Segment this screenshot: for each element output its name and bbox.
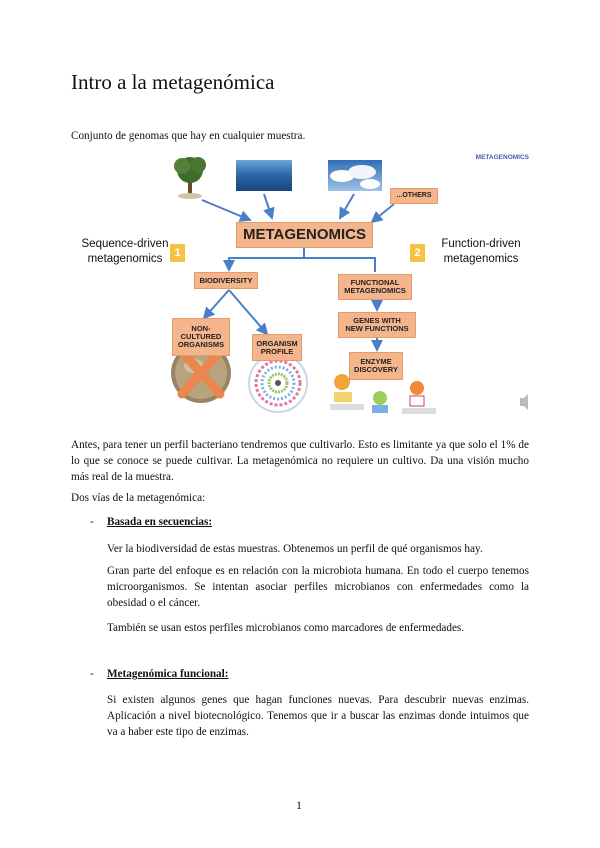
bullet-label-functional: Metagenómica funcional: <box>107 668 229 680</box>
bullet-dash: - <box>90 668 94 680</box>
ocean-image <box>236 160 292 191</box>
badge-1: 1 <box>170 244 185 262</box>
biodiversity-box: BIODIVERSITY <box>194 272 258 289</box>
enzyme-discovery-box: ENZYME DISCOVERY <box>349 352 403 380</box>
metagenomics-diagram <box>72 152 529 418</box>
others-box: ...OTHERS <box>390 188 438 204</box>
organism-profile-image <box>249 354 307 412</box>
sequence-driven-label: Sequence-driven metagenomics <box>81 238 169 265</box>
non-cultured-box: NON- CULTURED ORGANISMS <box>172 318 230 356</box>
sequences-paragraph-2: Gran parte del enfoque es en relación con la microbiota humana. En todo el cuerpo tenemos microorganismos. Se intentan asociar perfiles microbianos con enfermedades como la obesidad o el cáncer. <box>107 565 529 609</box>
diagram-arrows <box>72 152 529 418</box>
intro-text: Conjunto de genomas que hay en cualquier muestra. <box>71 130 306 142</box>
page-title: Intro a la metagenómica <box>71 70 275 94</box>
speaker-icon <box>520 394 528 410</box>
organism-profile-box: ORGANISM PROFILE <box>252 334 302 361</box>
functional-metagenomics-box: FUNCTIONAL METAGENOMICS <box>338 274 412 300</box>
function-driven-label: Function-driven metagenomics <box>441 238 521 265</box>
bullet-dash: - <box>90 516 94 528</box>
functional-paragraph-1: Si existen algunos genes que hagan funciones nuevas. Para descubrir nuevas enzimas. Aplicación a nivel biotecnológico. Tenemos que ir a buscar las enzimas donde intuimos que va a haber este tipo de enzimas. <box>107 694 529 738</box>
clouds-image <box>328 160 382 191</box>
tree-image <box>174 157 206 199</box>
ways-heading: Dos vías de la metagenómica: <box>71 492 206 504</box>
sequences-paragraph-1: Ver la biodiversidad de estas muestras. Obtenemos un perfil de qué organismos hay. <box>107 543 483 555</box>
paragraph-after-figure: Antes, para tener un perfil bacteriano tendremos que cultivarlo. Esto es limitante ya que solo el 1% de lo que se conoce se puede cultivar. La metagenómica no requiere un cultivo. Da una visión mucho más real de la muestra. <box>71 439 529 483</box>
badge-2: 2 <box>410 244 425 262</box>
bullet-label-sequences: Basada en secuencias: <box>107 516 213 528</box>
page-number: 1 <box>296 798 302 812</box>
enzyme-cartoons-image <box>330 374 436 414</box>
metagenomics-box: METAGENOMICS <box>236 222 373 248</box>
sequences-paragraph-3: También se usan estos perfiles microbianos como marcadores de enfermedades. <box>107 622 465 634</box>
figure-brand: METAGENOMICS <box>475 154 529 161</box>
genes-new-functions-box: GENES WITH NEW FUNCTIONS <box>338 312 416 338</box>
